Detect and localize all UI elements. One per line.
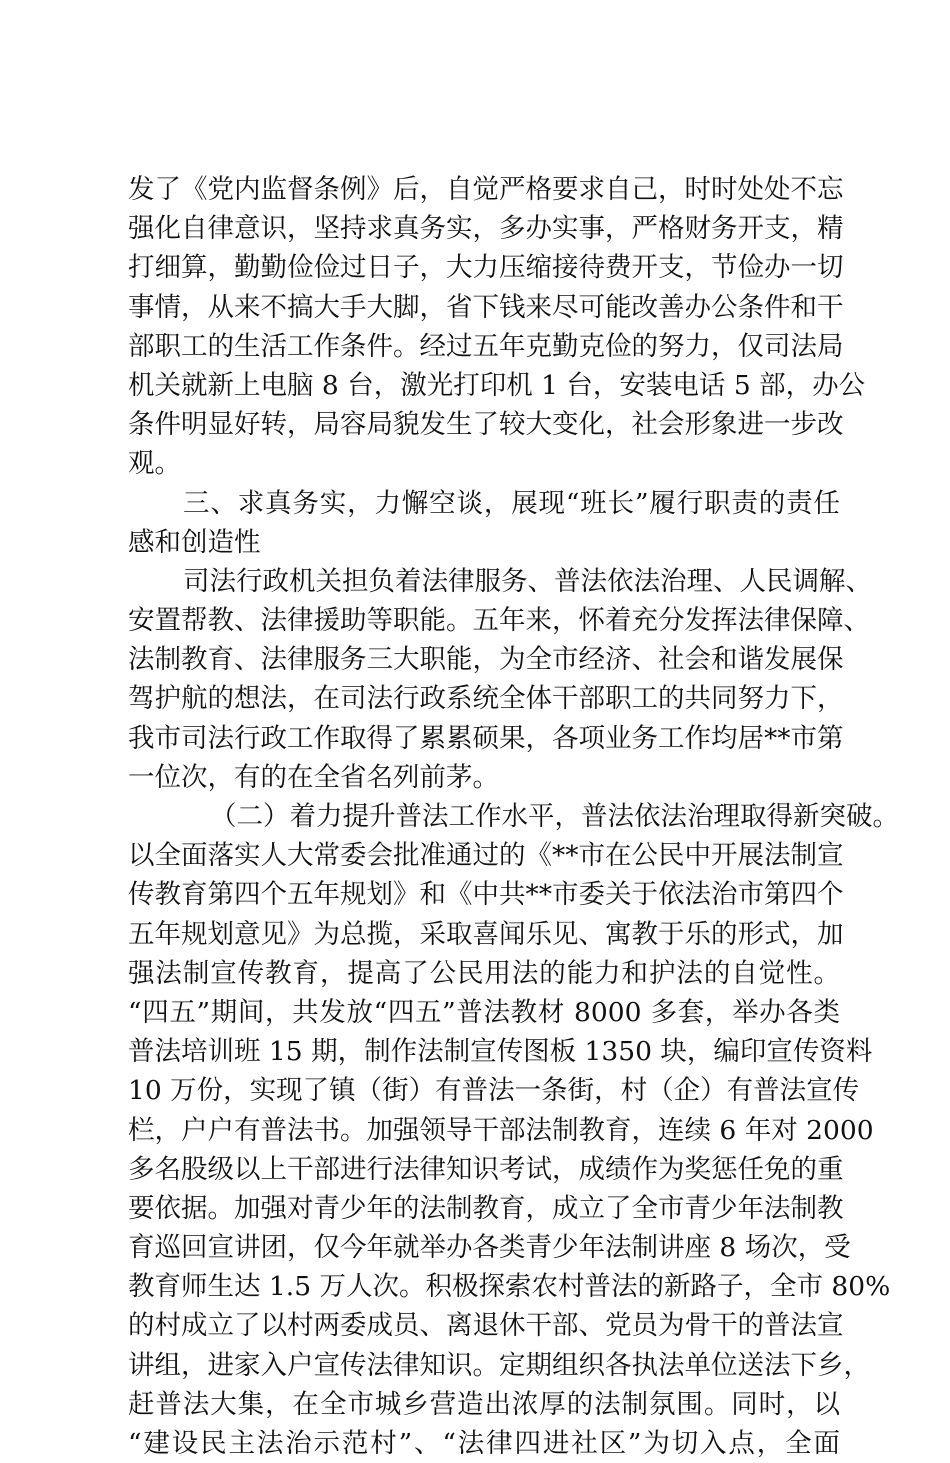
- text-line: 栏，户户有普法书。加强领导干部法制教育，连续 6 年对 2000: [128, 1114, 874, 1146]
- text-line: 普法培训班 15 期，制作法制宣传图板 1350 块，编印宣传资料: [128, 1036, 873, 1068]
- text-line: 观。: [128, 448, 181, 480]
- text-line: 的村成立了以村两委成员、离退休干部、党员为骨干的普法宣: [128, 1310, 844, 1342]
- text-line: 驾护航的想法，在司法行政系统全体干部职工的共同努力下，: [128, 683, 844, 715]
- text-line: 打细算，勤勤俭俭过日子，大力压缩接待费开支，节俭办一切: [128, 252, 844, 284]
- text-line: 三、求真务实，力懈空谈，展现“班长”履行职责的责任: [183, 487, 840, 519]
- text-line: 以全面落实人大常委会批准通过的《**市在公民中开展法制宣: [128, 840, 844, 872]
- text-line: 育巡回宣讲团，仅今年就举办各类青少年法制讲座 8 场次，受: [128, 1232, 851, 1264]
- text-line: “建设民主法治示范村”、“法律四进社区”为切入点，全面: [128, 1428, 840, 1459]
- text-line: 司法行政机关担负着法律服务、普法依法治理、人民调解、: [183, 565, 872, 597]
- text-line: 事情，从来不搞大手大脚，省下钱来尽可能改善办公条件和干: [128, 291, 844, 323]
- text-line: 五年规划意见》为总揽，采取喜闻乐见、寓教于乐的形式，加: [128, 918, 844, 950]
- text-line: 部职工的生活工作条件。经过五年克勤克俭的努力，仅司法局: [128, 330, 844, 362]
- text-line: 强法制宣传教育，提高了公民用法的能力和护法的自觉性。: [128, 957, 840, 989]
- text-line: 10 万份，实现了镇（街）有普法一条街，村（企）有普法宣传: [128, 1075, 860, 1107]
- text-line: 传教育第四个五年规划》和《中共**市委关于依法治市第四个: [128, 879, 844, 911]
- text-line: 条件明显好转，局容局貌发生了较大变化，社会形象进一步改: [128, 409, 844, 441]
- text-line: 发了《党内监督条例》后，自觉严格要求自己，时时处处不忘: [128, 174, 844, 205]
- text-line: 一位次，有的在全省名列前茅。: [128, 761, 499, 793]
- text-line: “四五”期间，共发放“四五”普法教材 8000 多套，举办各类: [128, 996, 840, 1028]
- text-line: 感和创造性: [128, 526, 261, 558]
- text-line: 教育师生达 1.5 万人次。积极探索农村普法的新路子，全市 80%: [128, 1271, 891, 1303]
- text-line: 机关就新上电脑 8 台，激光打印机 1 台，安装电话 5 部，办公: [128, 369, 866, 401]
- document-body: [128, 170, 899, 1463]
- text-line: （二）着力提升普法工作水平，普法依法治理取得新突破。: [210, 801, 899, 832]
- text-line: 赶普法大集，在全市城乡营造出浓厚的法制氛围。同时，以: [128, 1388, 840, 1420]
- text-line: 多名股级以上干部进行法律知识考试，成绩作为奖惩任免的重: [128, 1153, 844, 1185]
- text-line: 讲组，进家入户宣传法律知识。定期组织各执法单位送法下乡，: [128, 1349, 870, 1381]
- text-line: 我市司法行政工作取得了累累硕果，各项业务工作均居**市第: [128, 722, 844, 754]
- text-line: 安置帮教、法律援助等职能。五年来，怀着充分发挥法律保障、: [128, 605, 870, 637]
- text-line: 强化自律意识，坚持求真务实，多办实事，严格财务开支，精: [128, 213, 844, 245]
- text-line: 要依据。加强对青少年的法制教育，成立了全市青少年法制教: [128, 1192, 844, 1224]
- text-line: 法制教育、法律服务三大职能，为全市经济、社会和谐发展保: [128, 644, 844, 676]
